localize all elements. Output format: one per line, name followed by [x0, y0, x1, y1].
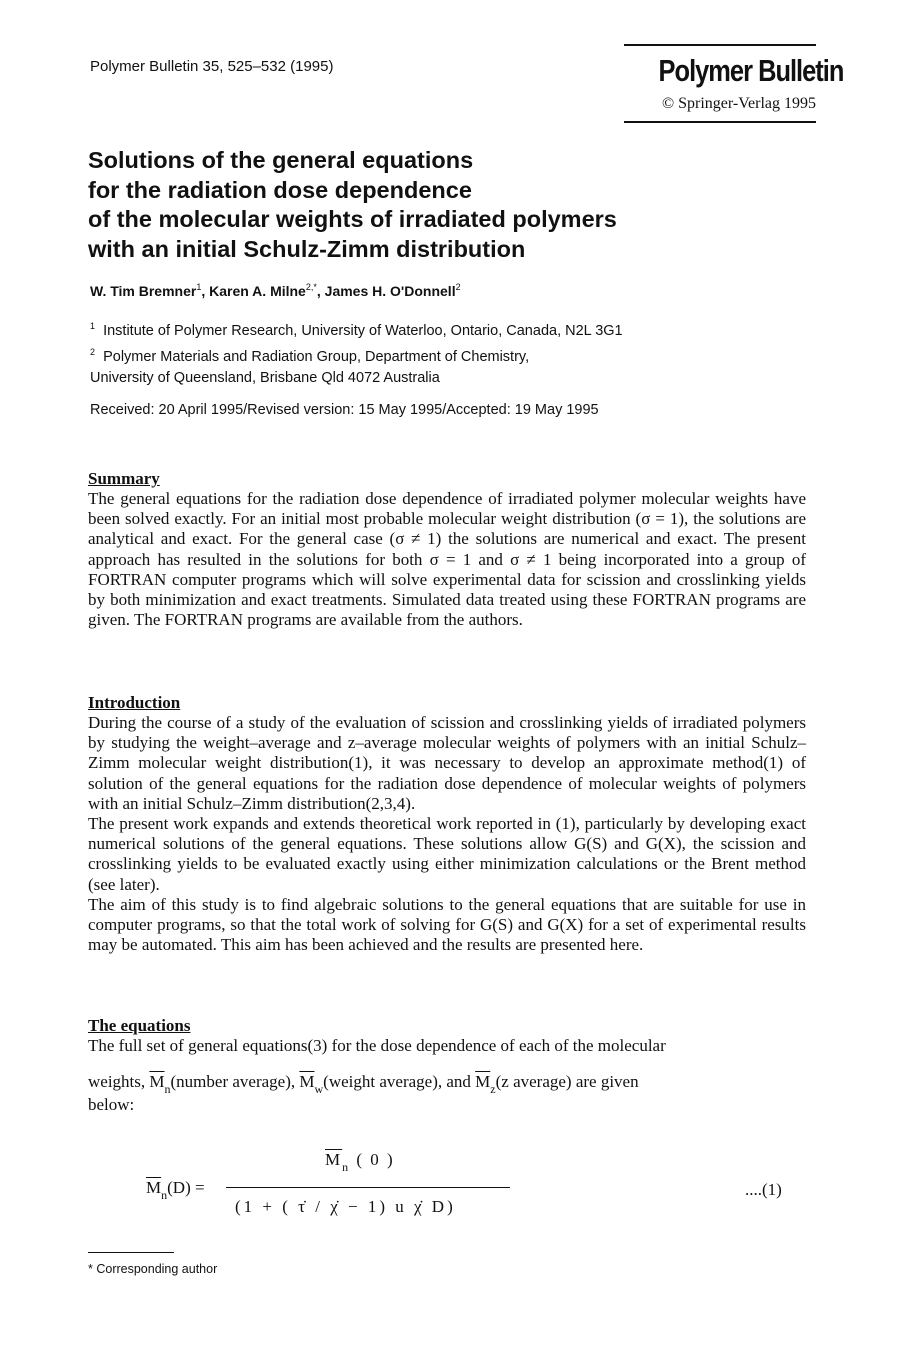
equation-lhs: $\overline{M}_n(D)$ = [146, 1178, 205, 1202]
author-name: James H. O'Donnell [324, 283, 456, 299]
author-name: Karen A. Milne [209, 283, 306, 299]
affiliation-2: $^2$ Polymer Materials and Radiation Group, Department of Chemistry, [90, 347, 530, 365]
equations-section [88, 1016, 806, 1115]
mn-symbol: $\overline{M}$ [149, 1072, 165, 1092]
affiliations [90, 316, 623, 389]
title-line: with an initial Schulz-Zimm distribution [88, 235, 526, 262]
fraction-bar [226, 1187, 510, 1188]
introduction-paragraph-1: During the course of a study of the evaluation of scission and crosslinking yields of irradiated polymers by studying the weight–average and z–average molecular weights of polymers with an initial Schulz–Zimm molecular weight distribution(1), it was necessary to develop an approximate method(1) of solution of the general equations for the radiation dose dependence of molecular weights of polymers with an initial Schulz–Zimm distribution(2,3,4). [88, 713, 806, 813]
affiliation-2-continued: University of Queensland, Brisbane Qld 4072 Australia [90, 370, 440, 386]
author-list [90, 282, 461, 299]
introduction-paragraph-2: The present work expands and extends theoretical work reported in (1), particularly by developing exact numerical solutions of the general equations. These solutions allow G(S) and G(X), the scission and crosslinking yields to be evaluated exactly using either minimization calculations or the Brent method (see later). [88, 814, 806, 894]
journal-name: Polymer Bulletin [658, 53, 844, 88]
mz-symbol: $\overline{M}$ [475, 1072, 491, 1092]
footnote-corresponding-author: * Corresponding author [88, 1262, 218, 1276]
affiliation-1: $^1$ Institute of Polymer Research, University of Waterloo, Ontario, Canada, N2L 3G1 [90, 321, 623, 339]
author-affiliation-mark: 2,* [305, 282, 317, 292]
summary-heading: Summary [88, 469, 160, 488]
author-separator: , [316, 283, 325, 299]
equation-number: ....(1) [745, 1180, 782, 1199]
equation-1 [140, 1140, 820, 1230]
equations-heading: The equations [88, 1016, 191, 1035]
author-affiliation-mark: 1 [196, 282, 202, 292]
equations-below-line: below: [88, 1095, 135, 1115]
equation-numerator: $\overline{M}_n$ ( 0 ) [325, 1150, 395, 1174]
title-line: of the molecular weights of irradiated polymers [88, 206, 617, 232]
title-line: Solutions of the general equations [88, 147, 474, 173]
footnote-rule [88, 1252, 174, 1253]
received-dates: Received: 20 April 1995/Revised version: 15 May 1995/Accepted: 19 May 1995 [90, 402, 599, 418]
author-name: W. Tim Bremner [90, 283, 197, 299]
paper-title [88, 146, 848, 264]
title-line: for the radiation dose dependence [88, 176, 472, 203]
introduction-heading: Introduction [88, 693, 181, 712]
introduction-section [88, 693, 806, 955]
equations-intro-line: The full set of general equations(3) for the dose dependence of each of the molecular [88, 1036, 666, 1055]
journal-masthead [624, 44, 844, 123]
affiliation-mark: 2 [90, 347, 96, 357]
affiliation-mark: 1 [90, 321, 96, 331]
summary-section [88, 469, 806, 630]
author-affiliation-mark: 2 [455, 282, 461, 292]
summary-text: The general equations for the radiation dose dependence of irradiated polymer molecular weights have been solved exactly. For an initial most probable molecular weight distribution (σ = 1), the solutions are analytical and exact. For the general case (σ ≠ 1) the solutions are numerical and exact. The present approach has resulted in the solutions for both σ = 1 and σ ≠ 1 being incorporated into a group of FORTRAN computer programs which will solve experimental data for scission and crosslinking yields by both minimization and exact treatments. Simulated data treated using these FORTRAN programs are given. The FORTRAN programs are available from the authors. [88, 489, 806, 630]
introduction-paragraph-3: The aim of this study is to find algebraic solutions to the general equations that are suitable for use in computer programs, so that the total work of solving for G(S) and G(X) for a set of experimental results may be automated. This aim has been achieved and the results are presented here. [88, 894, 806, 955]
masthead-bottom-rule [624, 121, 816, 123]
equation-denominator: (1 + ( τ̇ / χ̇ − 1) u χ̇ D) [235, 1197, 456, 1216]
copyright-notice: © Springer-Verlag 1995 [661, 95, 816, 112]
mw-symbol: $\overline{M}$ [299, 1072, 315, 1092]
author-separator: , [201, 283, 210, 299]
journal-citation: Polymer Bulletin 35, 525–532 (1995) [90, 58, 334, 75]
masthead-top-rule [624, 44, 816, 46]
equations-weights-line: weights, $\overline{M}_n(number$ average), $\overline{M}_w(weight$ average), and $\overline{M}_z(z$ average) are given [88, 1072, 639, 1097]
